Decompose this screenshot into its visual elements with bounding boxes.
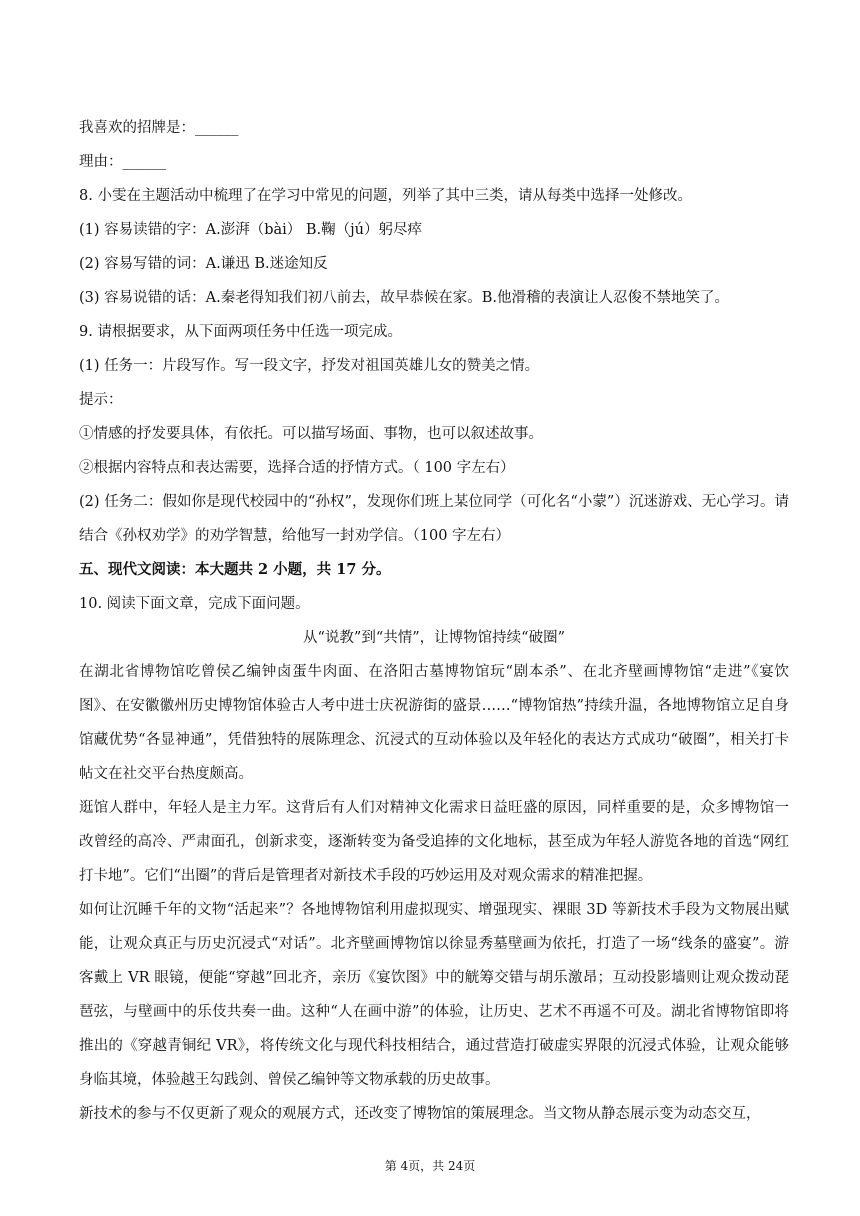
article-title: 从“说教”到“共情”，让博物馆持续“破圈” [303,630,565,646]
page-footer: 第 4页，共 24页 [384,1159,476,1173]
question-8-item-1: (1) 容易读错的字：A.澎湃（bài） B.鞠（jú）躬尽瘁 [79,222,422,238]
question-8: 8. 小雯在主题活动中梳理了在学习中常见的问题，列举了其中三类，请从每类中选择一处修改。 [79,188,692,204]
article-paragraph-2: 逛馆人群中，年轻人是主力军。这背后有人们对精神文化需求日益旺盛的原因，同样重要的是，众多博物馆一改曾经的高冷、严肃面孔，创新求变，逐渐转变为备受追捧的文化地标，甚至成为年轻人游览各地的首选“网红打卡地”。它们“出圈”的背后是管理者对新技术手段的巧妙运用及对观众需求的精准把握。 [79,800,789,884]
article-paragraph-3: 如何让沉睡千年的文物“活起来”？各地博物馆利用虚拟现实、增强现实、裸眼 3D 等新技术手段为文物展出赋能，让观众真正与历史沉浸式“对话”。北齐壁画博物馆以徐显秀墓壁画为依托，打造了一场“线条的盛宴”。游客戴上 VR 眼镜，便能“穿越”回北齐，亲历《宴饮图》中的觥筹交错与胡乐激昂；互动投影墙则让观众拨动琵琶弦，与壁画中的乐伎共奏一曲。这种“人在画中游”的体验，让历史、艺术不再遥不可及。湖北省博物馆即将推出的《穿越青铜纪 VR》，将传统文化与现代科技相结合，通过营造打破虚实界限的沉浸式体验，让观众能够身临其境，体验越王勾践剑、曾侯乙编钟等文物承载的历史故事。 [79,902,789,1088]
question-9-task-2: (2) 任务二：假如你是现代校园中的“孙权”，发现你们班上某位同学（可化名“小蒙”）沉迷游戏、无心学习。请结合《孙权劝学》的劝学智慧，给他写一封劝学信。（100 字左右） [79,494,789,544]
question-9-task-1: (1) 任务一：片段写作。写一段文字，抒发对祖国英雄儿女的赞美之情。 [79,358,540,374]
reason-line: 理由：______ [79,154,166,170]
hint-item-2: ②根据内容特点和表达需要，选择合适的抒情方式。（ 100 字左右） [79,460,515,476]
question-8-item-3: (3) 容易说错的话：A.秦老得知我们初八前去，故早恭候在家。B.他滑稽的表演让人忍俊不禁地笑了。 [79,290,729,306]
question-9: 9. 请根据要求，从下面两项任务中任选一项完成。 [79,324,402,340]
hint-label: 提示： [79,392,123,408]
question-8-item-2: (2) 容易写错的词：A.谦迅 B.迷途知反 [79,256,328,272]
article-paragraph-4: 新技术的参与不仅更新了观众的观展方式，还改变了博物馆的策展理念。当文物从静态展示变为动态交互， [79,1106,761,1122]
page-content [79,111,789,1131]
article-paragraph-1: 在湖北省博物馆吃曾侯乙编钟卤蛋牛肉面、在洛阳古墓博物馆玩“剧本杀”、在北齐壁画博物馆“走进”《宴饮图》、在安徽徽州历史博物馆体验古人考中进士庆祝游街的盛景……“博物馆热”持续升温，各地博物馆立足自身馆藏优势“各显神通”，凭借独特的展陈理念、沉浸式的互动体验以及年轻化的表达方式成功“破圈”，相关打卡帖文在社交平台热度颇高。 [79,664,789,782]
hint-item-1: ①情感的抒发要具体，有依托。可以描写场面、事物，也可以叙述故事。 [79,426,543,442]
favorite-sign-line: 我喜欢的招牌是：______ [79,120,239,136]
question-10: 10. 阅读下面文章，完成下面问题。 [79,596,310,612]
section-5-heading: 五、现代文阅读：本大题共 2 小题，共 17 分。 [79,561,391,578]
